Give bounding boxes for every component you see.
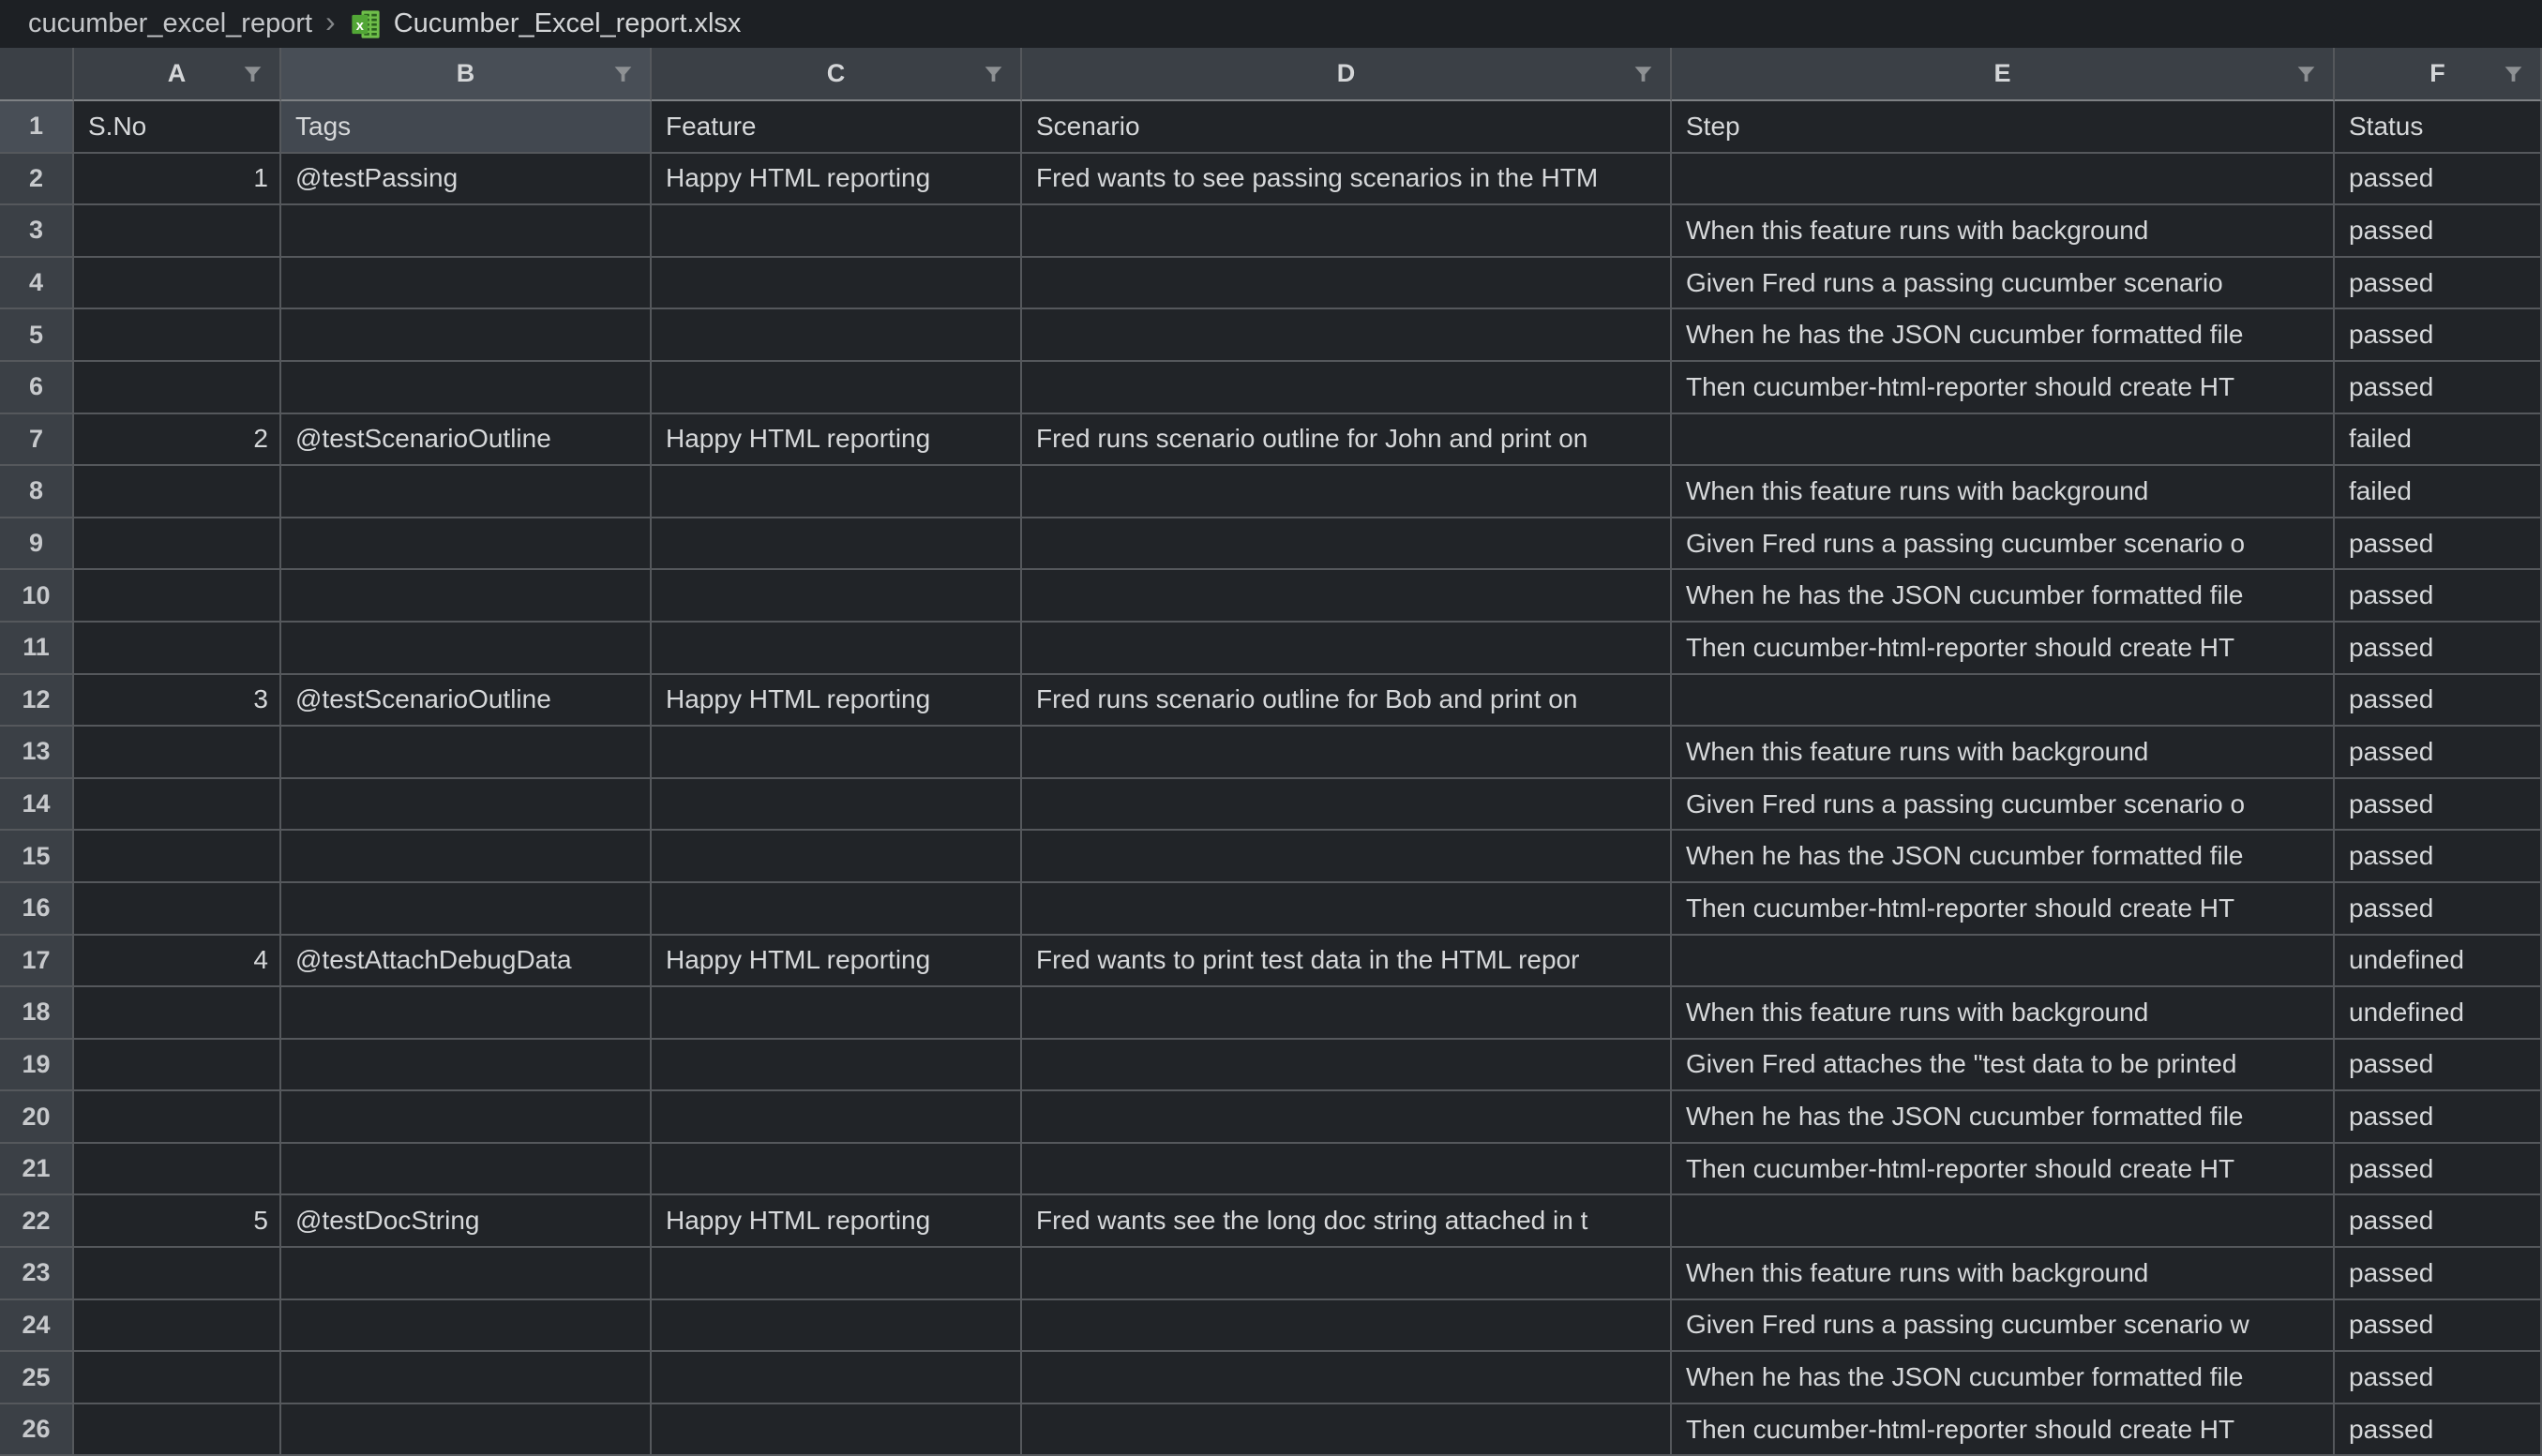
column-header-E[interactable] (1672, 48, 2335, 101)
cell-C1[interactable]: Feature (652, 101, 1022, 154)
row-header-19[interactable]: 19 (0, 1040, 74, 1092)
cell-D8[interactable] (1022, 466, 1672, 518)
cell-B13[interactable] (281, 727, 652, 779)
cell-D13[interactable] (1022, 727, 1672, 779)
cell-A18[interactable] (74, 987, 281, 1040)
cell-B10[interactable] (281, 570, 652, 623)
cell-E21[interactable]: Then cucumber-html-reporter should create HT (1672, 1144, 2335, 1196)
cell-B18[interactable] (281, 987, 652, 1040)
cell-F18[interactable]: undefined (2335, 987, 2542, 1040)
cell-B21[interactable] (281, 1144, 652, 1196)
cell-F15[interactable]: passed (2335, 831, 2542, 883)
excel-file-icon (349, 8, 383, 41)
cell-F4[interactable]: passed (2335, 258, 2542, 310)
cell-C3[interactable] (652, 205, 1022, 258)
cell-D25[interactable] (1022, 1352, 1672, 1404)
cell-C6[interactable] (652, 362, 1022, 414)
cell-B15[interactable] (281, 831, 652, 883)
filter-icon[interactable] (2294, 62, 2318, 85)
cell-A26[interactable] (74, 1404, 281, 1456)
row-header-26[interactable]: 26 (0, 1404, 74, 1456)
cell-E1[interactable]: Step (1672, 101, 2335, 154)
cell-B25[interactable] (281, 1352, 652, 1404)
row-header-17[interactable]: 17 (0, 936, 74, 988)
column-letter: E (1993, 59, 2011, 87)
cell-A21[interactable] (74, 1144, 281, 1196)
cell-E5[interactable]: When he has the JSON cucumber formatted file (1672, 309, 2335, 362)
row-header-25[interactable]: 25 (0, 1352, 74, 1404)
cell-C8[interactable] (652, 466, 1022, 518)
cell-F19[interactable]: passed (2335, 1040, 2542, 1092)
cell-A2[interactable]: 1 (74, 154, 281, 206)
cell-E15[interactable]: When he has the JSON cucumber formatted file (1672, 831, 2335, 883)
cell-C2[interactable]: Happy HTML reporting (652, 154, 1022, 206)
cell-B12[interactable]: @testScenarioOutline (281, 675, 652, 728)
row-header-2[interactable]: 2 (0, 154, 74, 206)
cell-B5[interactable] (281, 309, 652, 362)
cell-A9[interactable] (74, 518, 281, 571)
row-header-18[interactable]: 18 (0, 987, 74, 1040)
cell-E12[interactable] (1672, 675, 2335, 728)
cell-F13[interactable]: passed (2335, 727, 2542, 779)
cell-A25[interactable] (74, 1352, 281, 1404)
row-header-5[interactable]: 5 (0, 309, 74, 362)
cell-C14[interactable] (652, 779, 1022, 832)
cell-B14[interactable] (281, 779, 652, 832)
cell-D5[interactable] (1022, 309, 1672, 362)
cell-B19[interactable] (281, 1040, 652, 1092)
row-header-9[interactable]: 9 (0, 518, 74, 571)
filter-icon[interactable] (982, 62, 1005, 85)
cell-E22[interactable] (1672, 1195, 2335, 1248)
column-header-F[interactable] (2335, 48, 2542, 101)
cell-C17[interactable]: Happy HTML reporting (652, 936, 1022, 988)
grid-corner-select-all[interactable] (0, 48, 74, 101)
cell-D6[interactable] (1022, 362, 1672, 414)
column-header-C[interactable] (652, 48, 1022, 101)
cell-F2[interactable]: passed (2335, 154, 2542, 206)
cell-E23[interactable]: When this feature runs with background (1672, 1248, 2335, 1300)
cell-A13[interactable] (74, 727, 281, 779)
cell-B7[interactable]: @testScenarioOutline (281, 414, 652, 467)
row-header-3[interactable]: 3 (0, 205, 74, 258)
cell-C12[interactable]: Happy HTML reporting (652, 675, 1022, 728)
cell-E24[interactable]: Given Fred runs a passing cucumber scenario w (1672, 1300, 2335, 1353)
cell-D4[interactable] (1022, 258, 1672, 310)
cell-C11[interactable] (652, 623, 1022, 675)
cell-A1[interactable]: S.No (74, 101, 281, 154)
cell-E11[interactable]: Then cucumber-html-reporter should create HT (1672, 623, 2335, 675)
cell-C24[interactable] (652, 1300, 1022, 1353)
cell-D7[interactable]: Fred runs scenario outline for John and print on (1022, 414, 1672, 467)
cell-C20[interactable] (652, 1091, 1022, 1144)
cell-A14[interactable] (74, 779, 281, 832)
cell-A12[interactable]: 3 (74, 675, 281, 728)
row-header-7[interactable]: 7 (0, 414, 74, 467)
cell-F10[interactable]: passed (2335, 570, 2542, 623)
cell-A5[interactable] (74, 309, 281, 362)
cell-B3[interactable] (281, 205, 652, 258)
cell-F12[interactable]: passed (2335, 675, 2542, 728)
cell-E7[interactable] (1672, 414, 2335, 467)
cell-F11[interactable]: passed (2335, 623, 2542, 675)
cell-F1[interactable]: Status (2335, 101, 2542, 154)
row-header-21[interactable]: 21 (0, 1144, 74, 1196)
cell-E10[interactable]: When he has the JSON cucumber formatted file (1672, 570, 2335, 623)
cell-A10[interactable] (74, 570, 281, 623)
cell-F14[interactable]: passed (2335, 779, 2542, 832)
cell-D3[interactable] (1022, 205, 1672, 258)
cell-E9[interactable]: Given Fred runs a passing cucumber scenario o (1672, 518, 2335, 571)
cell-C4[interactable] (652, 258, 1022, 310)
row-header-15[interactable]: 15 (0, 831, 74, 883)
column-letter: F (2429, 59, 2445, 87)
row-header-12[interactable]: 12 (0, 675, 74, 728)
cell-C16[interactable] (652, 883, 1022, 936)
cell-D24[interactable] (1022, 1300, 1672, 1353)
cell-D9[interactable] (1022, 518, 1672, 571)
cell-D1[interactable]: Scenario (1022, 101, 1672, 154)
cell-C10[interactable] (652, 570, 1022, 623)
cell-A19[interactable] (74, 1040, 281, 1092)
cell-F21[interactable]: passed (2335, 1144, 2542, 1196)
cell-C18[interactable] (652, 987, 1022, 1040)
cell-D18[interactable] (1022, 987, 1672, 1040)
cell-C22[interactable]: Happy HTML reporting (652, 1195, 1022, 1248)
chevron-right-icon: › (325, 5, 336, 38)
cell-B4[interactable] (281, 258, 652, 310)
cell-F20[interactable]: passed (2335, 1091, 2542, 1144)
cell-E8[interactable]: When this feature runs with background (1672, 466, 2335, 518)
row-header-11[interactable]: 11 (0, 623, 74, 675)
cell-B24[interactable] (281, 1300, 652, 1353)
cell-B20[interactable] (281, 1091, 652, 1144)
cell-B6[interactable] (281, 362, 652, 414)
cell-E19[interactable]: Given Fred attaches the "test data to be printed (1672, 1040, 2335, 1092)
row-header-16[interactable]: 16 (0, 883, 74, 936)
cell-D14[interactable] (1022, 779, 1672, 832)
cell-A3[interactable] (74, 205, 281, 258)
cell-F5[interactable]: passed (2335, 309, 2542, 362)
cell-E25[interactable]: When he has the JSON cucumber formatted file (1672, 1352, 2335, 1404)
cell-C21[interactable] (652, 1144, 1022, 1196)
cell-D10[interactable] (1022, 570, 1672, 623)
cell-B2[interactable]: @testPassing (281, 154, 652, 206)
cell-C13[interactable] (652, 727, 1022, 779)
column-letter: C (826, 59, 846, 87)
cell-C15[interactable] (652, 831, 1022, 883)
cell-C25[interactable] (652, 1352, 1022, 1404)
cell-D23[interactable] (1022, 1248, 1672, 1300)
cell-A17[interactable]: 4 (74, 936, 281, 988)
cell-E2[interactable] (1672, 154, 2335, 206)
cell-C9[interactable] (652, 518, 1022, 571)
svg-text:x: x (355, 18, 364, 34)
cell-E3[interactable]: When this feature runs with background (1672, 205, 2335, 258)
cell-D19[interactable] (1022, 1040, 1672, 1092)
cell-E14[interactable]: Given Fred runs a passing cucumber scenario o (1672, 779, 2335, 832)
cell-C5[interactable] (652, 309, 1022, 362)
cell-D15[interactable] (1022, 831, 1672, 883)
cell-F8[interactable]: failed (2335, 466, 2542, 518)
cell-F3[interactable]: passed (2335, 205, 2542, 258)
cell-D11[interactable] (1022, 623, 1672, 675)
cell-F7[interactable]: failed (2335, 414, 2542, 467)
cell-A4[interactable] (74, 258, 281, 310)
row-header-10[interactable]: 10 (0, 570, 74, 623)
cell-F17[interactable]: undefined (2335, 936, 2542, 988)
cell-F6[interactable]: passed (2335, 362, 2542, 414)
cell-A7[interactable]: 2 (74, 414, 281, 467)
cell-B23[interactable] (281, 1248, 652, 1300)
row-header-24[interactable]: 24 (0, 1300, 74, 1353)
cell-B16[interactable] (281, 883, 652, 936)
cell-F25[interactable]: passed (2335, 1352, 2542, 1404)
row-header-13[interactable]: 13 (0, 727, 74, 779)
cell-B8[interactable] (281, 466, 652, 518)
cell-E6[interactable]: Then cucumber-html-reporter should create HT (1672, 362, 2335, 414)
cell-B1[interactable]: Tags (281, 101, 652, 154)
breadcrumb (0, 0, 2542, 48)
cell-F9[interactable]: passed (2335, 518, 2542, 571)
column-header-A[interactable] (74, 48, 281, 101)
cell-A24[interactable] (74, 1300, 281, 1353)
cell-B9[interactable] (281, 518, 652, 571)
spreadsheet (0, 48, 2542, 1456)
cell-D20[interactable] (1022, 1091, 1672, 1144)
filter-icon[interactable] (241, 62, 264, 85)
cell-F16[interactable]: passed (2335, 883, 2542, 936)
column-letter: D (1336, 59, 1356, 87)
cell-E18[interactable]: When this feature runs with background (1672, 987, 2335, 1040)
cell-E17[interactable] (1672, 936, 2335, 988)
cell-A15[interactable] (74, 831, 281, 883)
cell-D2[interactable]: Fred wants to see passing scenarios in the HTM (1022, 154, 1672, 206)
cell-D21[interactable] (1022, 1144, 1672, 1196)
column-header-B[interactable] (281, 48, 652, 101)
cell-A11[interactable] (74, 623, 281, 675)
cell-E16[interactable]: Then cucumber-html-reporter should create HT (1672, 883, 2335, 936)
cell-D17[interactable]: Fred wants to print test data in the HTML repor (1022, 936, 1672, 988)
cell-E20[interactable]: When he has the JSON cucumber formatted file (1672, 1091, 2335, 1144)
breadcrumb-folder[interactable]: cucumber_excel_report (28, 8, 313, 38)
cell-F22[interactable]: passed (2335, 1195, 2542, 1248)
row-header-23[interactable]: 23 (0, 1248, 74, 1300)
cell-B11[interactable] (281, 623, 652, 675)
cell-A6[interactable] (74, 362, 281, 414)
cell-D22[interactable]: Fred wants see the long doc string attached in t (1022, 1195, 1672, 1248)
row-header-6[interactable]: 6 (0, 362, 74, 414)
row-header-4[interactable]: 4 (0, 258, 74, 310)
cell-E4[interactable]: Given Fred runs a passing cucumber scenario (1672, 258, 2335, 310)
cell-C23[interactable] (652, 1248, 1022, 1300)
cell-C26[interactable] (652, 1404, 1022, 1456)
cell-C19[interactable] (652, 1040, 1022, 1092)
column-header-D[interactable] (1022, 48, 1672, 101)
cell-A16[interactable] (74, 883, 281, 936)
row-header-8[interactable]: 8 (0, 466, 74, 518)
row-header-14[interactable]: 14 (0, 779, 74, 832)
cell-F23[interactable]: passed (2335, 1248, 2542, 1300)
cell-D16[interactable] (1022, 883, 1672, 936)
cell-B17[interactable]: @testAttachDebugData (281, 936, 652, 988)
cell-A23[interactable] (74, 1248, 281, 1300)
cell-A20[interactable] (74, 1091, 281, 1144)
cell-F24[interactable]: passed (2335, 1300, 2542, 1353)
cell-B22[interactable]: @testDocString (281, 1195, 652, 1248)
breadcrumb-file[interactable]: Cucumber_Excel_report.xlsx (393, 8, 742, 38)
filter-icon[interactable] (1632, 62, 1655, 85)
row-header-20[interactable]: 20 (0, 1091, 74, 1144)
cell-A22[interactable]: 5 (74, 1195, 281, 1248)
cell-E26[interactable]: Then cucumber-html-reporter should create HT (1672, 1404, 2335, 1456)
cell-F26[interactable]: passed (2335, 1404, 2542, 1456)
column-letter: B (456, 59, 475, 87)
cell-A8[interactable] (74, 466, 281, 518)
filter-icon[interactable] (2502, 62, 2525, 85)
cell-D12[interactable]: Fred runs scenario outline for Bob and print on (1022, 675, 1672, 728)
cell-E13[interactable]: When this feature runs with background (1672, 727, 2335, 779)
row-header-22[interactable]: 22 (0, 1195, 74, 1248)
filter-icon[interactable] (611, 62, 635, 85)
cell-B26[interactable] (281, 1404, 652, 1456)
cell-D26[interactable] (1022, 1404, 1672, 1456)
column-letter: A (167, 59, 187, 87)
row-header-1[interactable]: 1 (0, 101, 74, 154)
cell-C7[interactable]: Happy HTML reporting (652, 414, 1022, 467)
